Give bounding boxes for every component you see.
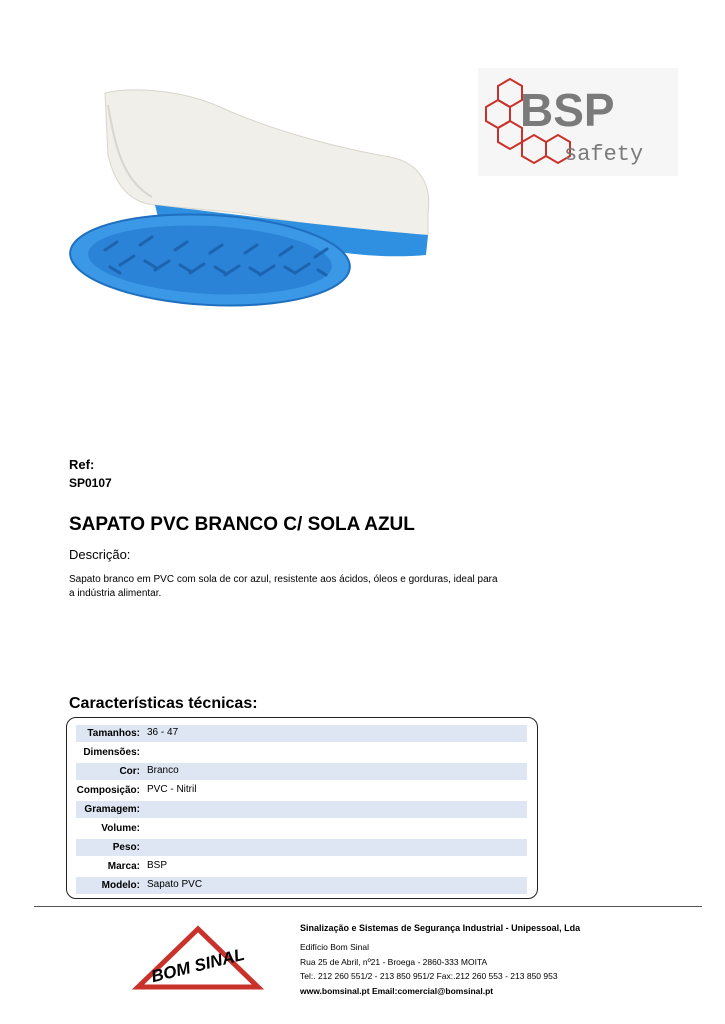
spec-row-volume [76,820,527,837]
spec-row-tamanhos [76,725,527,742]
product-shoe-image [60,85,440,310]
ref-label: Ref: [69,457,95,472]
product-title: SAPATO PVC BRANCO C/ SOLA AZUL [69,514,415,535]
description-text: Sapato branco em PVC com sola de cor azul, resistente aos ácidos, óleos e gorduras, ideal para a indústria alimentar. [69,574,498,599]
spec-label: Cor: [119,766,140,777]
bsp-safety-logo [478,68,678,176]
spec-row-gramagem [76,801,527,818]
spec-value: Branco [147,765,179,776]
spec-row-composicao [76,782,527,799]
bom-sinal-logo [128,925,268,993]
spec-value: PVC - Nitril [147,784,197,795]
ref-value: SP0107 [69,476,112,490]
spec-label: Tamanhos: [87,728,140,739]
spec-row-modelo [76,877,527,894]
description-heading: Descrição: [69,547,131,562]
spec-row-marca [76,858,527,875]
company-name: Sinalização e Sistemas de Segurança Industrial - Unipessoal, Lda [300,923,581,933]
spec-label: Composição: [76,785,140,796]
spec-value: 36 - 47 [147,727,179,738]
spec-label: Peso: [112,842,140,853]
spec-value: BSP [147,860,168,871]
company-phones: Tel:. 212 260 551/2 - 213 850 951/2 Fax:.212 260 553 - 213 850 953 [300,971,558,981]
spec-label: Marca: [107,861,140,872]
company-web-email[interactable]: www.bomsinal.pt Email:comercial@bomsinal.pt [300,986,494,996]
bom-sinal-logo-text: BOM SINAL [149,944,247,987]
spec-value: Sapato PVC [147,879,203,890]
spec-label: Volume: [101,823,140,834]
company-address: Rua 25 de Abril, nº21 - Broega - 2860-333 MOITA [300,957,488,967]
spec-label: Modelo: [101,880,140,891]
footer-divider [34,906,702,907]
spec-row-cor [76,763,527,780]
specs-heading: Características técnicas: [69,695,258,712]
spec-row-dimensoes [76,744,527,761]
spec-row-peso [76,839,527,856]
spec-label: Gramagem: [84,804,140,815]
spec-label: Dimensões: [83,747,140,758]
logo-text: BSP [520,84,615,136]
logo-subtext: safety [564,142,644,167]
company-building: Edifício Bom Sinal [300,942,369,952]
